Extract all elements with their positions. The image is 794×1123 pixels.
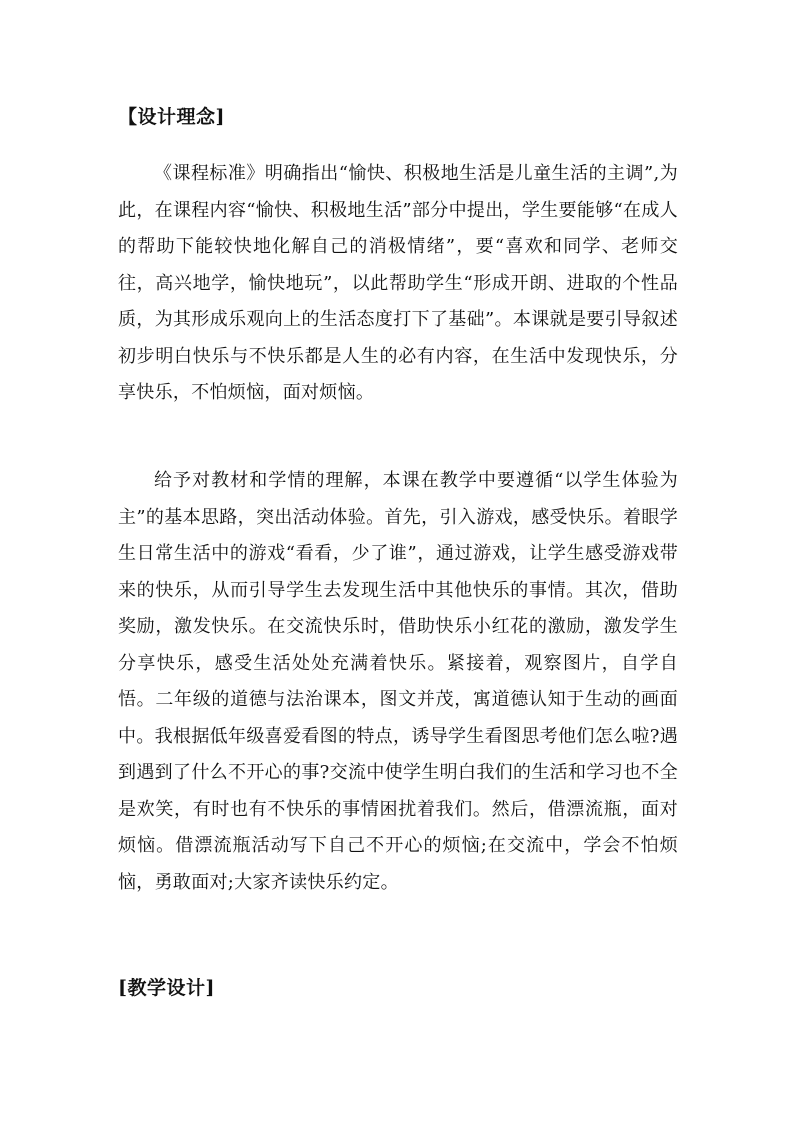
heading-teaching-design: [教学设计] bbox=[118, 977, 215, 999]
paragraph-course-standard: 《课程标准》明确指出“愉快、积极地生活是儿童生活的主调”,为此，在课程内容“愉快、积极地生活”部分中提出，学生要能够“在成人的帮助下能较快地化解自己的消极情绪”，要“喜欢和同学、老师交往，高兴地学，愉快地玩”，以此帮助学生“形成开朗、进取的个性品质，为其形成乐观向上的生活态度打下了基础”。本课就是要引导叙述初步明白快乐与不快乐都是人生的必有内容，在生活中发现快乐，分享快乐，不怕烦恼，面对烦恼。 bbox=[118, 163, 678, 403]
paragraph-teaching-approach: 给予对教材和学情的理解，本课在教学中要遵循“以学生体验为主”的基本思路，突出活动体验。首先，引入游戏，感受快乐。着眼学生日常生活中的游戏“看看，少了谁”，通过游戏，让学生感受游戏带来的快乐，从而引导学生去发现生活中其他快乐的事情。其次，借助奖励，激发快乐。在交流快乐时，借助快乐小红花的激励，激发学生分享快乐，感受生活处处充满着快乐。紧接着，观察图片，自学自悟。二年级的道德与法治课本，图文并茂，寓道德认知于生动的画面中。我根据低年级喜爱看图的特点，诱导学生看图思考他们怎么啦?遇到遇到了什么不开心的事?交流中使学生明白我们的生活和学习也不全是欢笑，有时也有不快乐的事情困扰着我们。然后，借漂流瓶，面对烦恼。借漂流瓶活动写下自己不开心的烦恼;在交流中，学会不怕烦恼，勇敢面对;大家齐读快乐约定。 bbox=[118, 470, 678, 893]
heading-design-concept: 【设计理念] bbox=[118, 106, 225, 128]
